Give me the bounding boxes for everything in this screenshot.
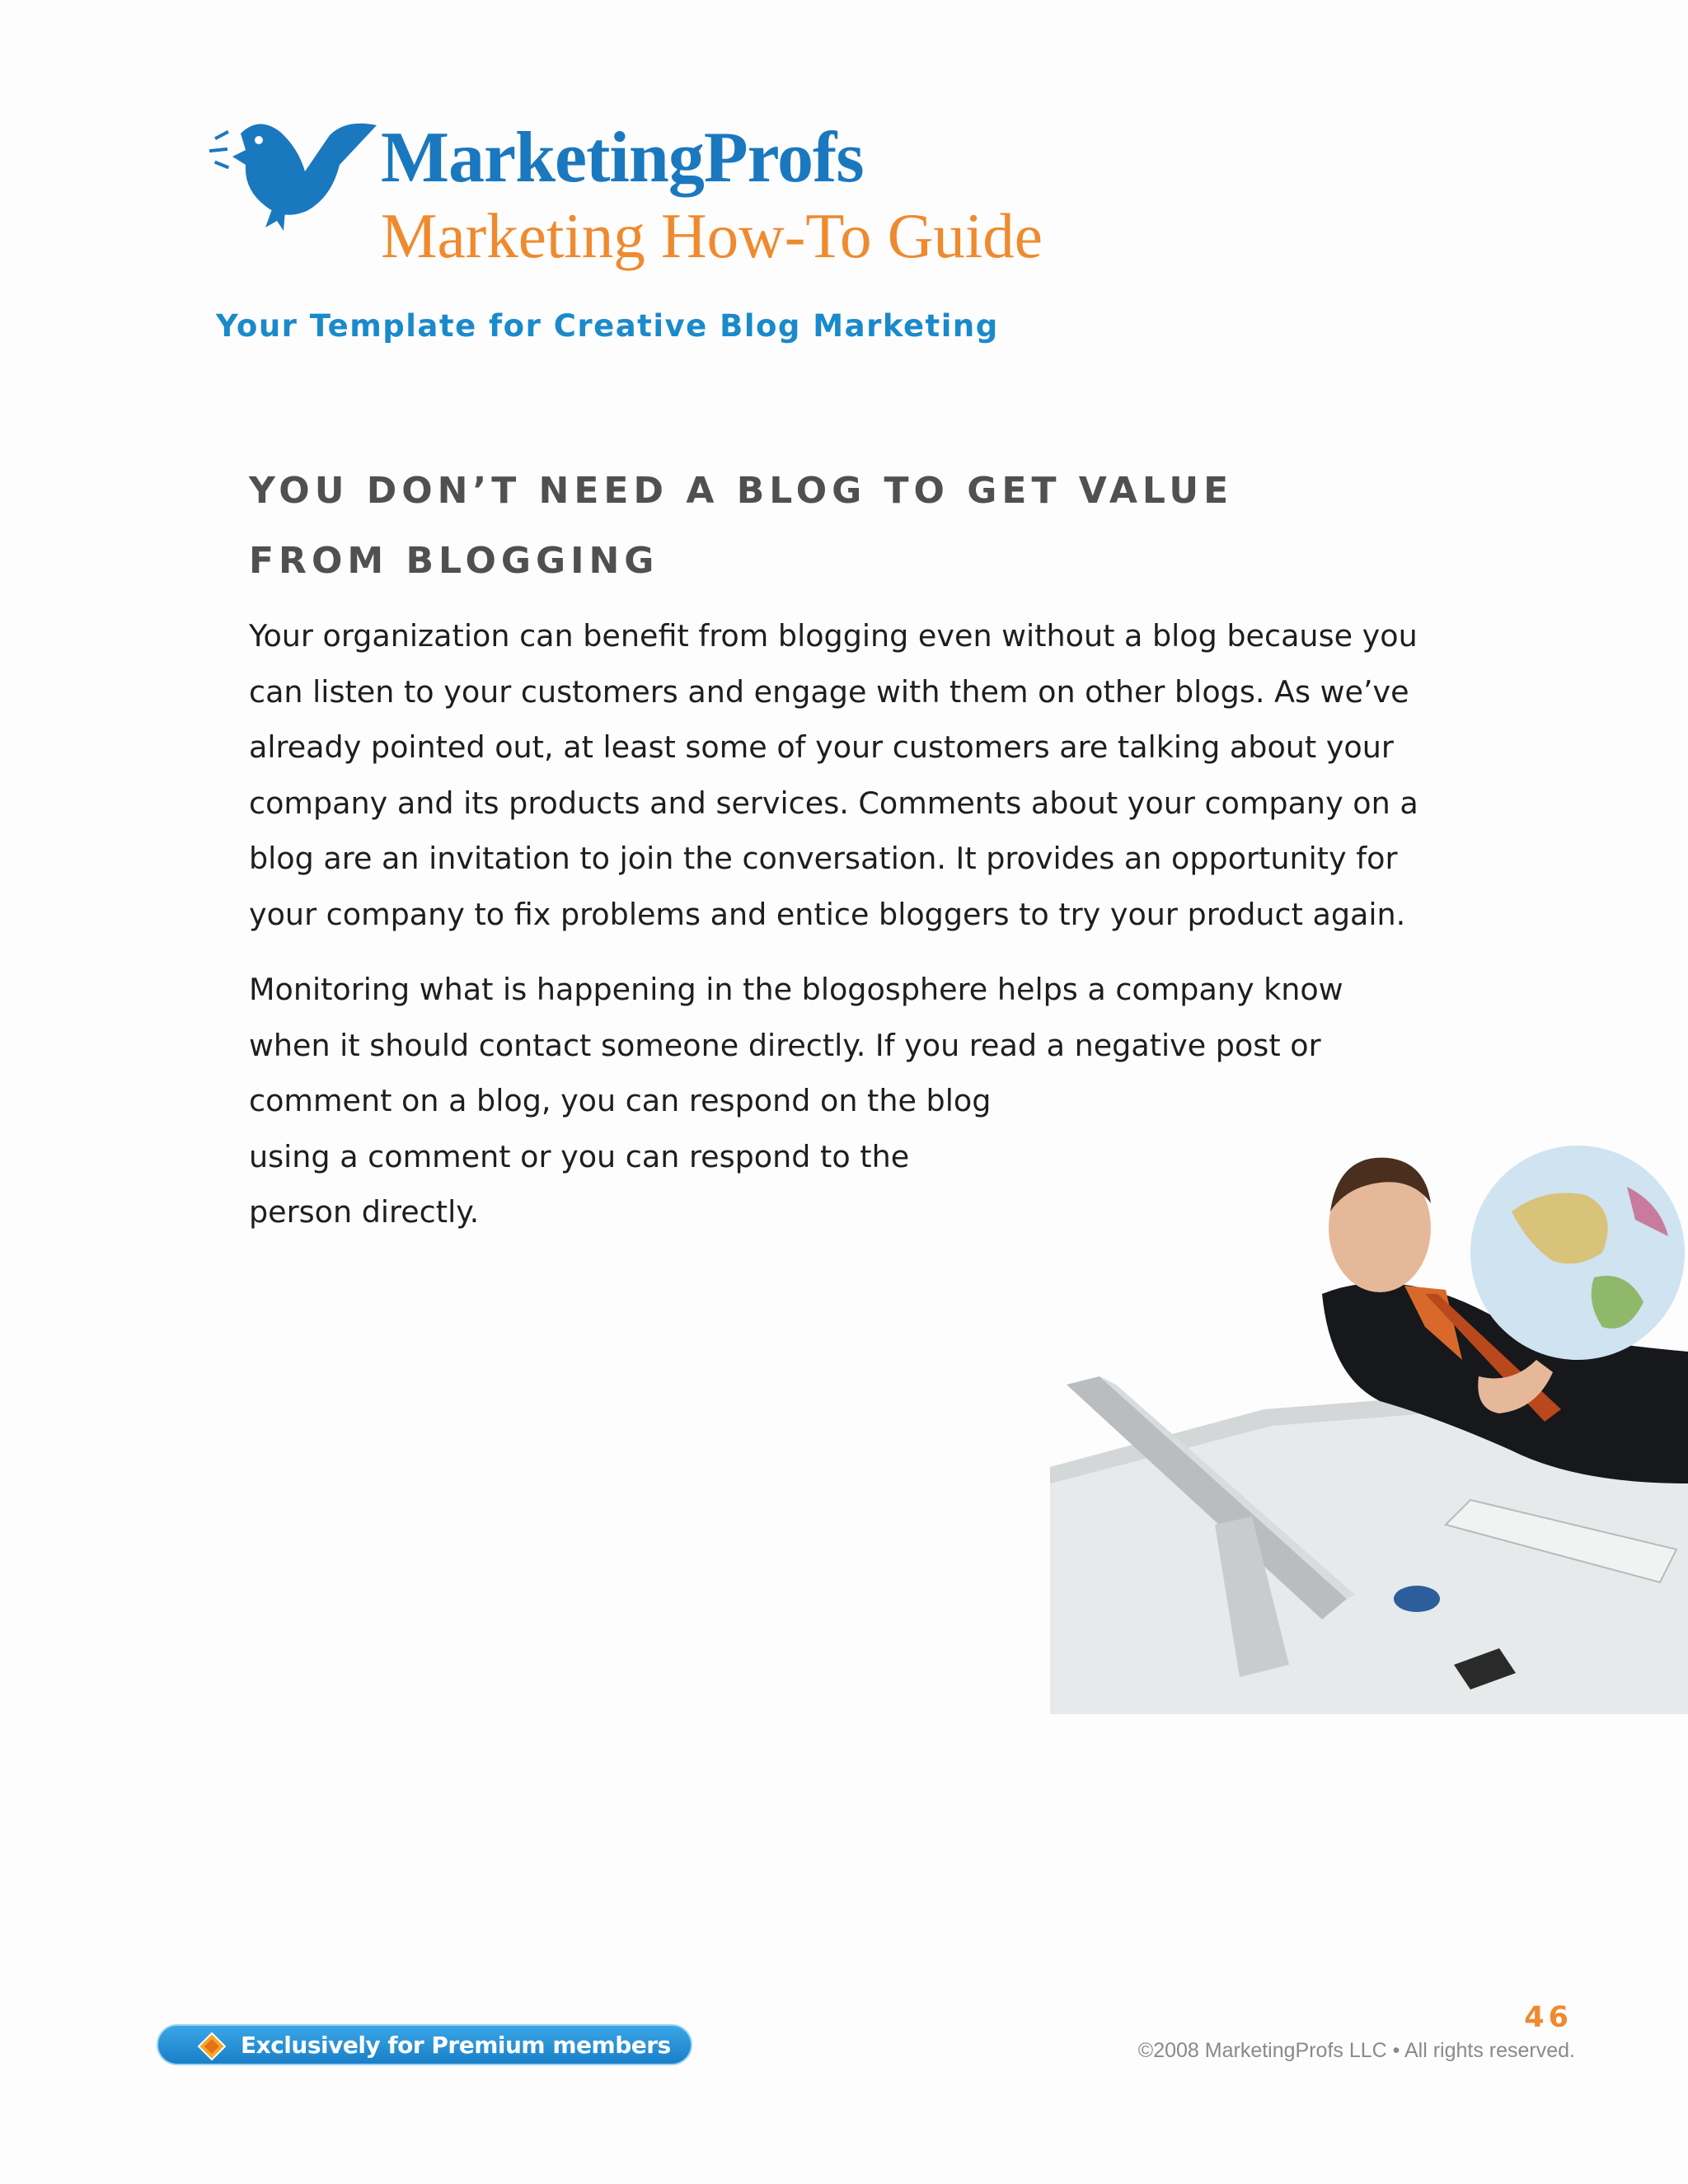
paragraph-line: already pointed out, at least some of your customers are talking about your [249, 729, 1394, 765]
brand-tagline: Marketing How-To Guide [381, 200, 1043, 271]
paragraph-line: company and its products and services. Comments about your company on a [249, 785, 1418, 821]
paragraph-line: using a comment or you can respond to the [249, 1138, 910, 1174]
paragraph-line: comment on a blog, you can respond on the blog [249, 1083, 992, 1118]
page-number: 46 [1524, 2001, 1573, 2034]
copyright-notice: ©2008 MarketingProfs LLC • All rights reserved. [1137, 2039, 1575, 2062]
document-subtitle: Your Template for Creative Blog Marketing [216, 308, 999, 344]
section-heading [249, 456, 1485, 596]
premium-members-label: Exclusively for Premium members [241, 2032, 671, 2059]
brand-name: MarketingProfs [381, 118, 864, 198]
paragraph-line: Your organization can benefit from blogging even without a blog because you [249, 618, 1418, 654]
paragraph-line: person directly. [249, 1194, 480, 1230]
body-paragraph-1 [249, 608, 1418, 942]
paragraph-line: blog are an invitation to join the conversation. It provides an opportunity for [249, 841, 1398, 876]
bluebird-logo-icon [208, 101, 381, 232]
section-heading-line: YOU DON’T NEED A BLOG TO GET VALUE [249, 470, 1234, 512]
orange-diamond-icon [198, 2032, 226, 2060]
paragraph-line: can listen to your customers and engage with them on other blogs. As we’ve [249, 673, 1409, 710]
section-heading-line: FROM BLOGGING [249, 540, 659, 582]
premium-members-banner[interactable] [157, 2024, 692, 2065]
paragraph-line: when it should contact someone directly. If you read a negative post or [249, 1027, 1321, 1063]
paragraph-line: your company to fix problems and entice bloggers to try your product again. [249, 896, 1406, 932]
paragraph-line: Monitoring what is happening in the blogosphere helps a company know [249, 972, 1343, 1007]
businessman-globe-photo [1050, 1137, 1688, 1714]
